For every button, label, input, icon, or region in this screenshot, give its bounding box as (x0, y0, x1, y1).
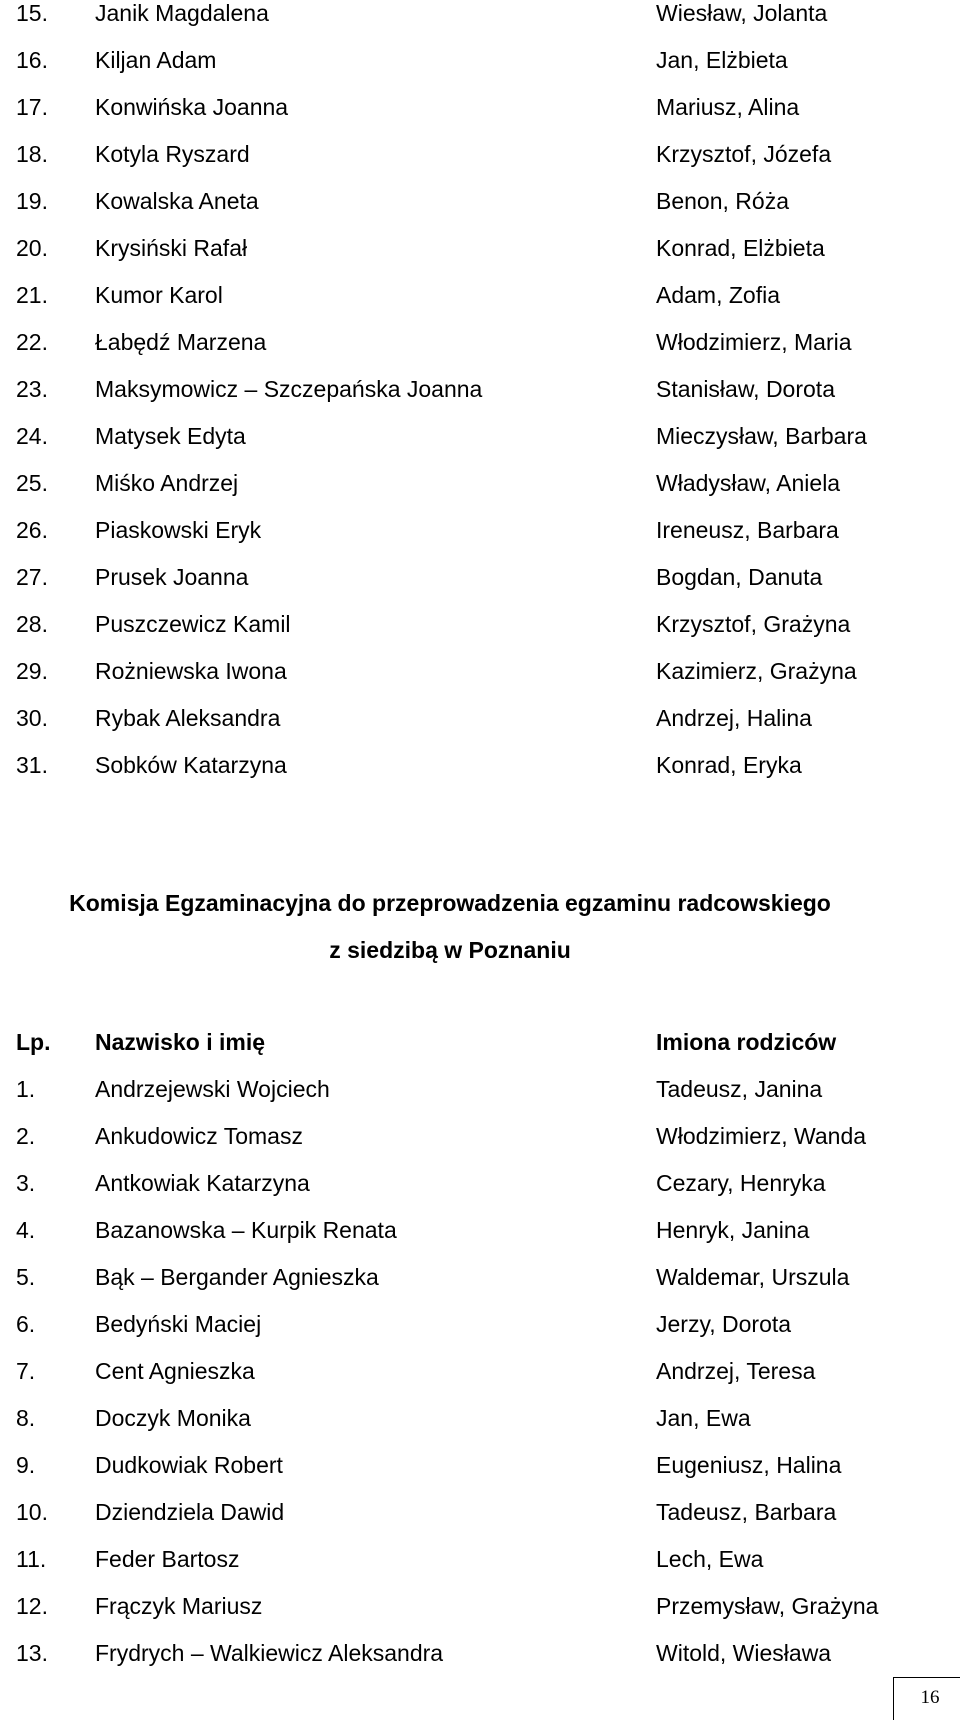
list-row (0, 40, 960, 80)
row-parents: Władysław, Aniela (656, 470, 841, 496)
row-number: 1. (16, 1076, 36, 1102)
row-parents: Mariusz, Alina (656, 94, 800, 120)
row-parents: Tadeusz, Barbara (656, 1499, 837, 1525)
row-number: 8. (16, 1405, 36, 1431)
row-parents: Konrad, Elżbieta (656, 235, 825, 261)
row-number: 16. (16, 47, 48, 73)
list-row (0, 1304, 960, 1344)
row-parents: Bogdan, Danuta (656, 564, 823, 590)
row-number: 3. (16, 1170, 36, 1196)
row-parents: Mieczysław, Barbara (656, 423, 867, 449)
row-number: 31. (16, 752, 48, 778)
row-number: 17. (16, 94, 48, 120)
list-row (0, 510, 960, 550)
row-name: Cent Agnieszka (95, 1358, 255, 1384)
row-name: Maksymowicz – Szczepańska Joanna (95, 376, 483, 402)
list-row (0, 322, 960, 362)
row-number: 27. (16, 564, 48, 590)
row-name: Sobków Katarzyna (95, 752, 287, 778)
row-name: Krysiński Rafał (95, 235, 248, 261)
row-name: Matysek Edyta (95, 423, 246, 449)
row-number: 25. (16, 470, 48, 496)
row-name: Puszczewicz Kamil (95, 611, 291, 637)
list-row (0, 651, 960, 691)
list-row (0, 1492, 960, 1532)
row-number: 2. (16, 1123, 36, 1149)
row-name: Konwińska Joanna (95, 94, 289, 120)
row-name: Antkowiak Katarzyna (95, 1170, 310, 1196)
list-row (0, 1586, 960, 1626)
list-row (0, 228, 960, 268)
row-number: 26. (16, 517, 48, 543)
row-parents: Jan, Ewa (656, 1405, 751, 1431)
list-row (0, 698, 960, 738)
row-parents: Benon, Róża (656, 188, 789, 214)
row-name: Ankudowicz Tomasz (95, 1123, 303, 1149)
list-row (0, 1351, 960, 1391)
page-number-frame-left (893, 1677, 894, 1720)
row-parents: Henryk, Janina (656, 1217, 810, 1243)
row-parents: Eugeniusz, Halina (656, 1452, 842, 1478)
row-number: 5. (16, 1264, 36, 1290)
row-parents: Jerzy, Dorota (656, 1311, 792, 1337)
row-number: 9. (16, 1452, 36, 1478)
row-parents: Przemysław, Grażyna (656, 1593, 879, 1619)
row-name: Rybak Aleksandra (95, 705, 281, 731)
header-parents: Imiona rodziców (656, 1029, 837, 1055)
list-row (0, 1633, 960, 1673)
row-name: Prusek Joanna (95, 564, 249, 590)
list-row (0, 0, 960, 33)
row-parents: Włodzimierz, Maria (656, 329, 852, 355)
commission-title: Komisja Egzaminacyjna do przeprowadzenia egzaminu radcowskiego (69, 890, 831, 916)
row-parents: Andrzej, Teresa (656, 1358, 816, 1384)
list-row (0, 1539, 960, 1579)
list-row (0, 1398, 960, 1438)
row-number: 20. (16, 235, 48, 261)
row-parents: Tadeusz, Janina (656, 1076, 823, 1102)
list-row (0, 463, 960, 503)
row-name: Janik Magdalena (95, 0, 269, 26)
row-parents: Lech, Ewa (656, 1546, 764, 1572)
header-lp: Lp. (16, 1029, 51, 1055)
page-number: 16 (920, 1687, 940, 1708)
row-parents: Włodzimierz, Wanda (656, 1123, 867, 1149)
row-number: 10. (16, 1499, 48, 1525)
list-row (0, 1445, 960, 1485)
table-header (0, 1022, 960, 1062)
row-number: 4. (16, 1217, 36, 1243)
row-parents: Konrad, Eryka (656, 752, 802, 778)
list-row (0, 416, 960, 456)
row-name: Miśko Andrzej (95, 470, 239, 496)
list-row (0, 369, 960, 409)
row-name: Kowalska Aneta (95, 188, 259, 214)
row-number: 28. (16, 611, 48, 637)
row-parents: Witold, Wiesława (656, 1640, 832, 1666)
row-number: 11. (16, 1546, 47, 1572)
row-number: 22. (16, 329, 48, 355)
list-row (0, 1257, 960, 1297)
row-name: Dudkowiak Robert (95, 1452, 283, 1478)
row-number: 19. (16, 188, 48, 214)
list-row (0, 1069, 960, 1109)
row-name: Frączyk Mariusz (95, 1593, 263, 1619)
row-parents: Stanisław, Dorota (656, 376, 835, 402)
row-number: 30. (16, 705, 48, 731)
row-name: Bąk – Bergander Agnieszka (95, 1264, 379, 1290)
list-row (0, 1163, 960, 1203)
list-row (0, 134, 960, 174)
list-row (0, 1210, 960, 1250)
row-parents: Jan, Elżbieta (656, 47, 788, 73)
row-parents: Krzysztof, Grażyna (656, 611, 851, 637)
page-number-frame-top (894, 1677, 960, 1678)
row-parents: Kazimierz, Grażyna (656, 658, 857, 684)
row-name: Doczyk Monika (95, 1405, 251, 1431)
row-parents: Ireneusz, Barbara (656, 517, 839, 543)
list-row (0, 1116, 960, 1156)
row-name: Kumor Karol (95, 282, 223, 308)
row-parents: Adam, Zofia (656, 282, 780, 308)
row-name: Bazanowska – Kurpik Renata (95, 1217, 397, 1243)
list-row (0, 745, 960, 785)
row-number: 12. (16, 1593, 48, 1619)
row-number: 29. (16, 658, 48, 684)
row-number: 15. (16, 0, 48, 26)
row-number: 21. (16, 282, 48, 308)
row-name: Andrzejewski Wojciech (95, 1076, 330, 1102)
list-row (0, 604, 960, 644)
row-number: 23. (16, 376, 48, 402)
row-parents: Andrzej, Halina (656, 705, 812, 731)
commission-subtitle: z siedzibą w Poznaniu (329, 937, 571, 963)
row-name: Kotyla Ryszard (95, 141, 250, 167)
row-parents: Waldemar, Urszula (656, 1264, 850, 1290)
row-name: Rożniewska Iwona (95, 658, 287, 684)
row-name: Frydrych – Walkiewicz Aleksandra (95, 1640, 444, 1666)
row-name: Piaskowski Eryk (95, 517, 262, 543)
list-row (0, 557, 960, 597)
header-name: Nazwisko i imię (95, 1029, 266, 1055)
row-parents: Krzysztof, Józefa (656, 141, 832, 167)
row-name: Kiljan Adam (95, 47, 217, 73)
list-row (0, 87, 960, 127)
row-name: Dziendziela Dawid (95, 1499, 285, 1525)
row-parents: Cezary, Henryka (656, 1170, 826, 1196)
list-row (0, 181, 960, 221)
list-row (0, 275, 960, 315)
row-number: 7. (16, 1358, 36, 1384)
row-parents: Wiesław, Jolanta (656, 0, 828, 26)
row-number: 6. (16, 1311, 36, 1337)
row-number: 13. (16, 1640, 48, 1666)
row-name: Feder Bartosz (95, 1546, 240, 1572)
row-name: Bedyński Maciej (95, 1311, 262, 1337)
row-number: 24. (16, 423, 48, 449)
row-number: 18. (16, 141, 48, 167)
row-name: Łabędź Marzena (95, 329, 267, 355)
